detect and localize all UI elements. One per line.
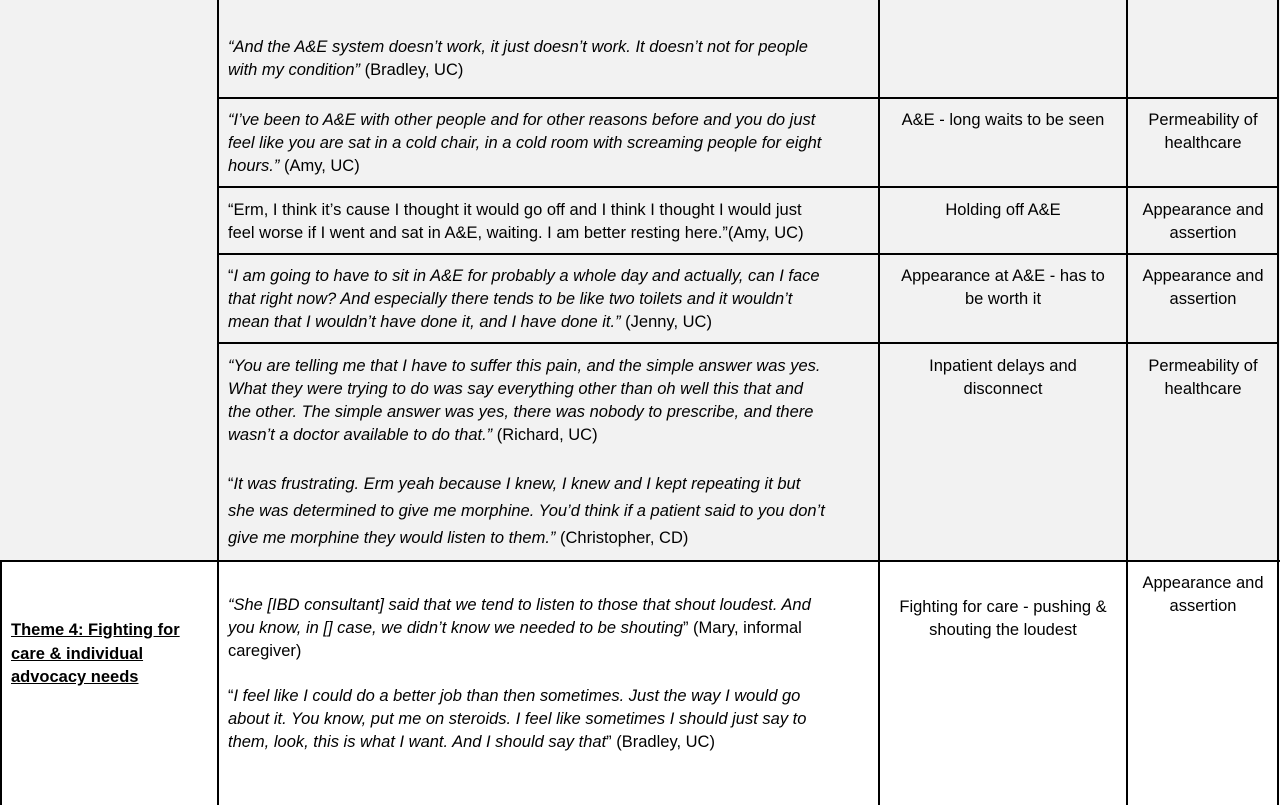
code-cell: Holding off A&E	[945, 201, 1061, 219]
quote-amy-ae-wait: “I’ve been to A&E with other people and for other reasons before and you do just feel like you are sat in a cold chair, in a cold room with screaming people for eight hours.” (Amy, UC)	[228, 111, 822, 175]
category-cell: Appearance and assertion	[1142, 574, 1264, 615]
code-cell: Fighting for care - pushing & shouting the loudest	[899, 598, 1107, 639]
table-border-right	[1277, 0, 1279, 805]
table-border-far-left	[0, 561, 2, 805]
quote-richard: “You are telling me that I have to suffer this pain, and the simple answer was yes. What they were trying to do was say everything other than oh well this that and the other. The simple answer was yes, there was nobody to prescribe, and there wasn’t a doctor available to do that.” (Richard, UC)	[228, 357, 821, 444]
code-cell: Appearance at A&E - has to be worth it	[901, 267, 1105, 308]
row-divider-5	[0, 560, 1280, 562]
category-cell: Permeability of healthcare	[1148, 111, 1258, 152]
quote-bradley-steroids: “I feel like I could do a better job than then sometimes. Just the way I would go about it. You know, put me on steroids. I feel like sometimes I should just say to them, look, this is what I want. And I should say that” (Bradley, UC)	[228, 687, 807, 751]
row-divider-1	[217, 97, 1279, 99]
table-border-quote-col	[878, 0, 880, 805]
category-cell: Appearance and assertion	[1142, 201, 1264, 242]
quote-amy-holding-off: “Erm, I think it’s cause I thought it would go off and I think I thought I would just feel worse if I went and sat in A&E, waiting. I am better resting here.”(Amy, UC)	[228, 201, 804, 242]
code-cell: Inpatient delays and disconnect	[929, 357, 1077, 398]
row-divider-4	[217, 342, 1279, 344]
table-border-code-col	[1126, 0, 1128, 805]
row-divider-3	[217, 253, 1279, 255]
theme-heading: Theme 4: Fighting for care & individual advocacy needs	[11, 621, 180, 686]
category-cell: Permeability of healthcare	[1148, 357, 1258, 398]
code-cell: A&E - long waits to be seen	[901, 111, 1105, 129]
table-border-left-col	[217, 0, 219, 805]
quote-christopher: “It was frustrating. Erm yeah because I knew, I knew and I kept repeating it but she was determined to give me morphine. You’d think if a patient said to you don’t give me morphine they would listen to them.” (Christopher, CD)	[228, 475, 825, 547]
row-divider-2	[217, 186, 1279, 188]
category-cell: Appearance and assertion	[1142, 267, 1264, 308]
quote-mary: “She [IBD consultant] said that we tend to listen to those that shout loudest. And you know, in [] case, we didn’t know we needed to be shouting” (Mary, informal caregiver)	[228, 596, 811, 660]
quote-bradley-ae: “And the A&E system doesn’t work, it just doesn’t work. It doesn’t not for people with my condition” (Bradley, UC)	[228, 38, 808, 79]
quote-jenny: “I am going to have to sit in A&E for probably a whole day and actually, can I face that right now? And especially there tends to be like two toilets and it wouldn’t mean that I wouldn’t have done it, and I have done it.” (Jenny, UC)	[228, 267, 820, 331]
